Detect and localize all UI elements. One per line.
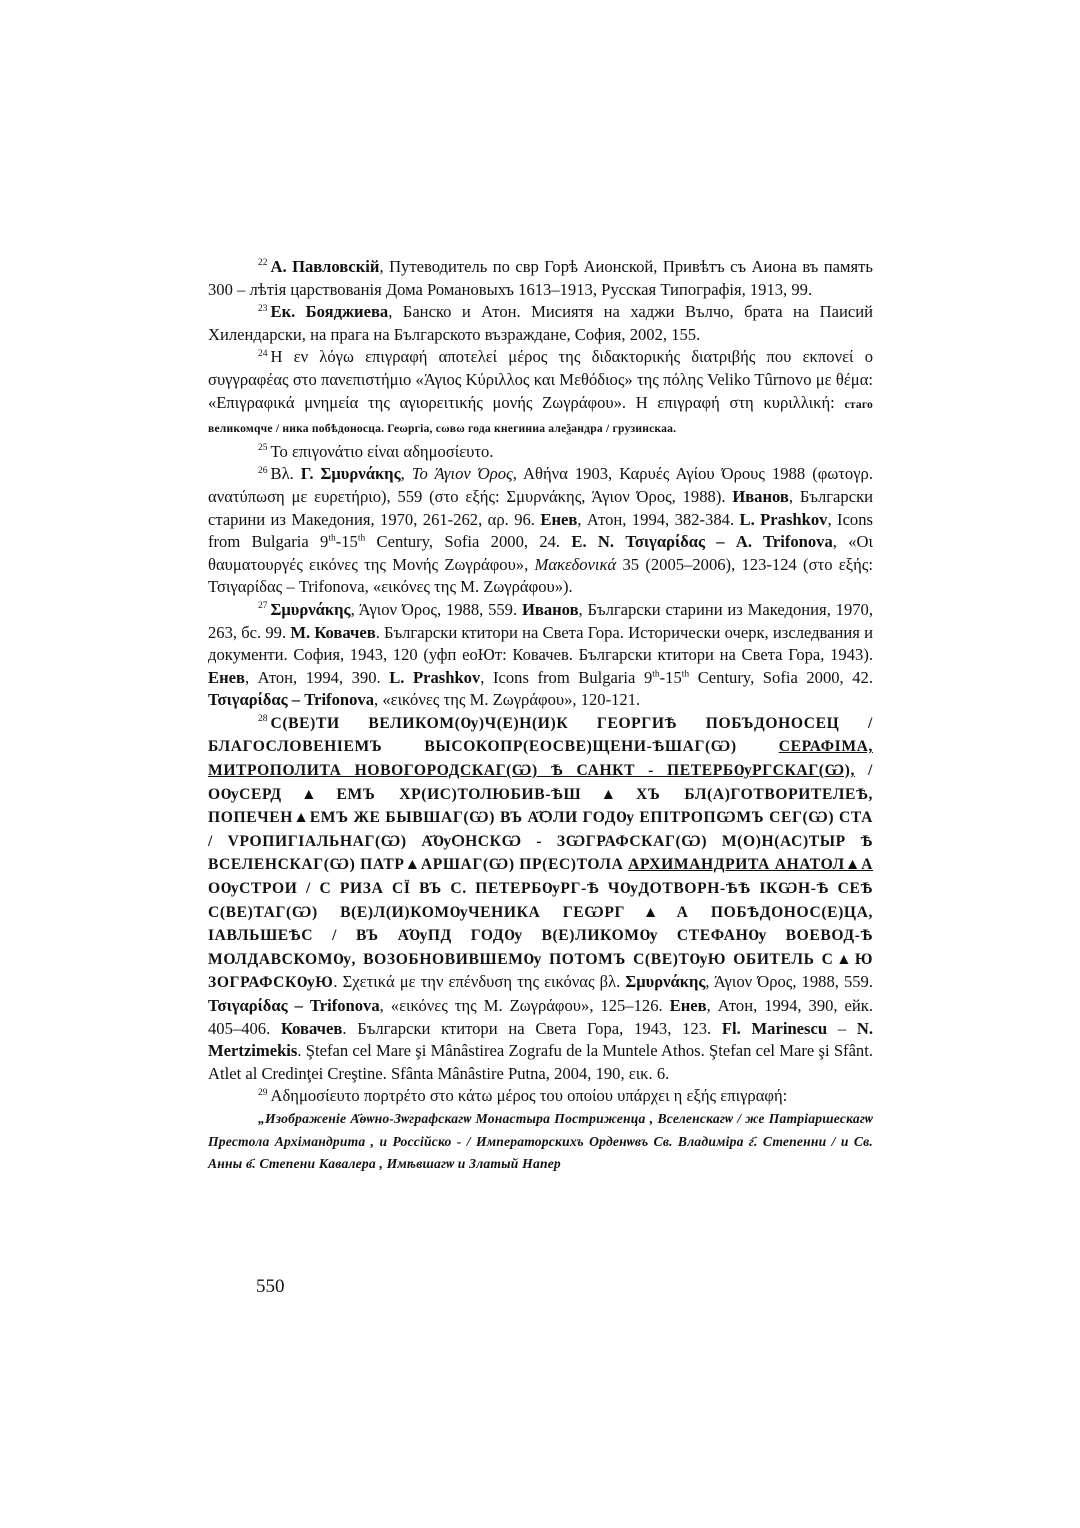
footnote-text: Το επιγονάτιο είναι αδημοσίευτο. [270,441,494,461]
text-run: , Icons from Bulgaria 9 [480,667,653,687]
footnote-28 [208,712,873,1086]
page-number: 550 [256,1276,285,1297]
superscript: th [357,533,366,544]
author-name: E. N. Τσιγαρίδας – A. Trifonova [571,532,833,552]
author-name: L. Prashkov [389,667,481,687]
text-run: , [400,464,412,484]
text-run: , «εικόνες της Μ. Ζωγράφου», 125–126. [379,996,670,1015]
footnote-number: 27 [258,601,268,612]
author-name: Ковачев [280,1018,343,1038]
text-run: , Български старини из Македония, 1970, 263, бс. 99. [208,599,873,642]
slavonic-inscription: С(ВЕ)ТИ ВЕЛИКОМ(Ѹ)Ч(Е)Н(И)К ГЕОРГИѢ ПОБЪДОНОСЕЦ / БЛАГОСЛОВЕНIЕМЪ ВЫСОКОПР(ЕОСВЕ)ЩЕНИ-ѢШАГ(Ѡ) [208,714,873,756]
text-run: , Български старини из Македония, 1970, 261-262, αρ. 96. [208,486,874,529]
text-run: , Атон, 1994, 390, ейк. 405–406. [208,996,873,1038]
text-run: -15 [659,667,682,687]
footnote-text: Αδημοσίευτο πορτρέτο στο κάτω μέρος του οποίου υπάρχει η εξής επιγραφή: [270,1086,788,1106]
author-name: Σμυρνάκης [270,599,351,619]
slavonic-inscription-underlined: СЕРАФIМА, МИТРОПОЛИТА НОВОГОРОДСКАГ(Ѡ) Ѣ САНКТ - ПЕТЕРБѸРГСКАГ(Ѡ), [208,738,873,780]
author-name: А. Павловскiй [270,257,380,276]
footnote-23 [208,301,873,346]
author-name: Иванов [732,486,789,506]
text-run: . Български ктитори на Света Гора, 1943, 123. [342,1018,722,1038]
text-run: – [827,1018,857,1038]
author-name: Ек. Бояджиева [270,302,389,322]
footnote-number: 25 [258,443,268,454]
author-name: N. Mertzimekis [208,1018,874,1061]
text-run: Century, Sofia 2000, 42. [689,667,873,687]
footnote-24 [208,346,873,440]
author-name: М. Ковачев [290,622,376,642]
footnote-number: 24 [258,348,268,359]
text-run: Century, Sofia 2000, 24. [365,532,572,552]
author-name: Τσιγαρίδας – Trifonova [208,690,375,710]
author-name: Иванов [521,599,579,619]
author-name: Енев [540,509,578,529]
text-run: , Атон, 1994, 390. [244,667,390,687]
text-run: . Ştefan cel Mare şi Mânâstirea Zografu de la Muntele Athos. Ştefan cel Mare şi Sfânt. Atlet al Credinţei Creştine. Sfânta Mânâstire Putna, 2004, 190, εικ. 6. [208,1041,873,1083]
footnote-text: , Банско и Атон. Мисиятя на хаджи Вълчо, брата на Паисий Хилендарски, на прага на Българското възраждане, София, 2002, 155. [208,302,873,344]
title-italic: Μακεδονικά [534,554,617,574]
slavonic-inscription: / ОѸСЕРД▲ЕМЪ ХР(ИС)ТОЛЮБИВ-ѢШ▲ХЪ БЛ(А)ГОТВОРИТЕЛЕѢ, ПОПЕЧЕН▲ЕМЪ ЖЕ БЫВШАГ(Ѡ) ВЪ А҃ѺЛИ ГОДѸ ЕПIТРОПѠМЪ СЕГ(Ѡ) СТА / VРОПИГIАЛЬНАГ(Ѡ) А҃ѸѺНСКѠ - ЗѠГРАФСКАГ(Ѡ) М(О)Н(АС)ТЫР Ѣ ВСЕЛЕНСКАГ(Ѡ) ПАТР▲АРШАГ(Ѡ) ПР(ЕС)ТОЛА [208,762,873,874]
text-run: Βλ. [270,464,301,484]
author-name: Γ. Σμυρνάκης [300,464,401,484]
text-run: , Атон, 1994, 382-384. [577,509,740,529]
footnote-number: 23 [258,303,268,314]
footnote-number: 28 [258,714,268,725]
author-name: Енев [669,996,707,1015]
footnote-number: 26 [258,465,268,476]
footnote-text: , Путеводитель по свр Горѣ Аионской, Привѣтъ съ Аиона въ память 300 – лѣтiя царствованiя Дома Романовыхъ 1613–1913, Русская Типографiя, 1913, 99. [208,257,873,299]
superscript: th [652,669,660,680]
text-run: . Български ктитори на Света Гора. Исторически очерк, изследвания и документи. София, 1943, 120 (уфп еоЮт: Ковачев. Български ктитори на Света Гора, 1943). [208,622,874,665]
author-name: Σμυρνάκης [625,972,706,992]
text-run: 35 (2005–2006), 123-124 (στο εξής: Τσιγαρίδας – Trifonova, «εικόνες της Μ. Ζωγράφου»). [208,554,873,597]
slavonic-inscription-underlined: АРХИМАНДРИТА АНАТОЛ▲А [628,856,873,874]
text-run: , Αθήνα 1903, Καρυές Αγίου Όρους 1988 (φωτογρ. ανατύπωση με ευρετήριο), 559 (στο εξής: Σμυρνάκης, Άγιον Όρος, 1988). [208,464,873,506]
text-run: , Άγιον Όρος, 1988, 559. [705,972,873,992]
footnote-number: 22 [258,258,268,269]
text-run: -15 [335,532,358,552]
footnote-27 [208,599,873,712]
footnote-25 [208,441,873,464]
text-run: , «εικόνες της Μ. Ζωγράφου», 120-121. [374,690,641,710]
superscript: th [328,533,336,544]
footnote-29 [208,1085,873,1175]
footnote-text: Η εν λόγω επιγραφή αποτελεί μέρος της διδακτορικής διατριβής που εκπονεί ο συγγραφέας στο πανεπιστήμιο «Άγιος Κύριλλος και Μεθόδιος» της πόλης Veliko Tûrnovo με θέμα: «Επιγραφικά μνημεία της αγιορειτικής μονής Ζωγράφου». Η επιγραφή στη κυριλλική: [208,347,873,412]
slavonic-inscription: стаго великомqче / ника побѣдоносца. Геωргiа, сωвω года кнегиниа алеѯандра / грузинскаа. [208,397,873,436]
title-italic: Το Άγιον Όρος [411,464,513,484]
text-run: , Άγιον Όρος, 1988, 559. [350,599,522,619]
slavonic-inscription: ОѸСТРОИ / С РИЗА СЇ ВЪ С. ПЕТЕРБѸРГ-Ѣ ЧѸДОТВОРН-ѢѢ IКѠН-Ѣ СЕѢ С(ВЕ)ТАГ(Ѡ) В(Е)Л(И)КОМѸЧЕНИКА ГЕѠРГ▲А ПОБѢДОНОС(Е)ЦА, IАВЛЬШЕѢС / ВЪ А҃ѸПД ГОДѸ В(Е)ЛИКОМѸ СТЕФАНѸ ВОЕВОД-Ѣ МОЛДАВСКОМѸ, ВОЗОБНОВИВШЕМѸ ПОТОМЪ С(ВЕ)ТѸЮ ОБИТЕЛЬ С▲Ю ЗОГРАФСКѸЮ [208,880,873,992]
superscript: th [681,669,690,680]
author-name: Τσιγαρίδας – Trifonova [208,996,380,1015]
slavonic-inscription: „Изображенiе А҃ѳѡно-Зѡграфскагѡ Монастыра Постриженца , Вселенскагѡ / же Патрiаршескагѡ Престола Архiмандрита , и Россiйско - / Императорскихъ Орденѡвъ Св. Владимiра г҃. Степенни / и Св. Анны в҃. Степени Кавалера , Имѣвшагѡ и Златый Напер [208,1110,873,1172]
author-name: Fl. Marinescu [721,1018,828,1038]
text-run: . Σχετικά με την επένδυση της εικόνας βλ. [333,972,626,992]
footnotes-block [208,256,873,1176]
author-name: L. Prashkov [739,509,828,529]
footnote-number: 29 [258,1087,268,1098]
text-run: , Icons from Bulgaria 9 [208,509,873,552]
footnote-26 [208,463,873,599]
text-run: , «Οι θαυματουργές εικόνες της Μονής Ζωγράφου», [208,532,873,574]
author-name: Енев [208,667,245,687]
footnote-22 [208,256,873,301]
